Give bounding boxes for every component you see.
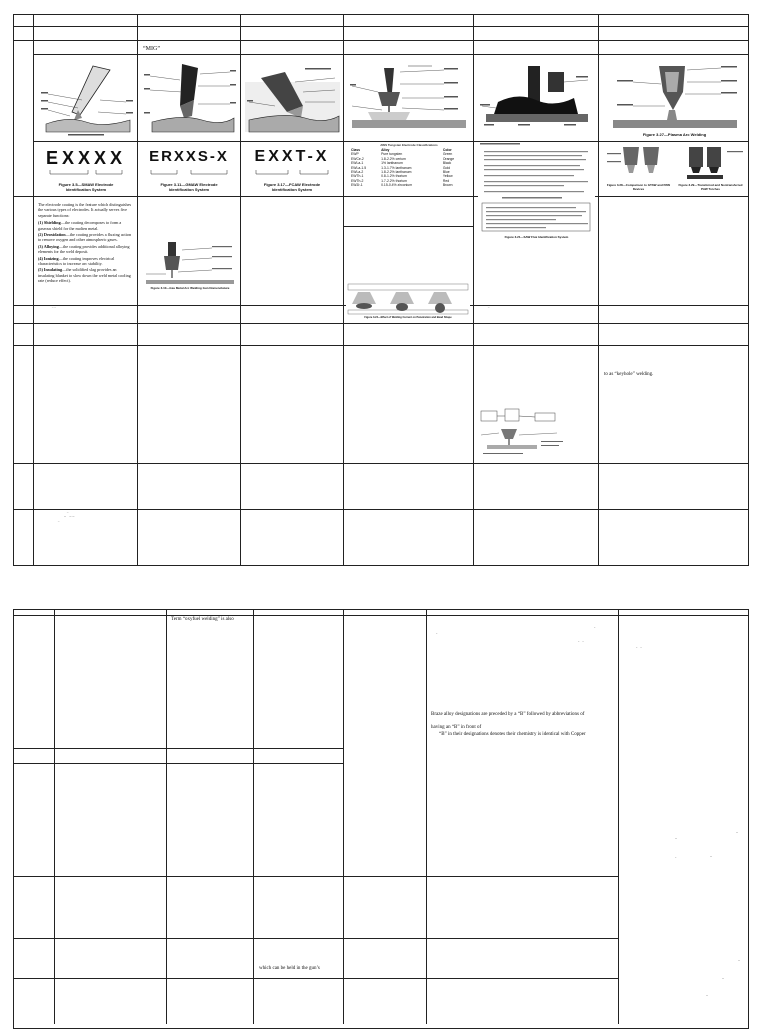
plasma-arc-figure — [603, 62, 746, 138]
stray-mark: ‾ — [58, 521, 60, 526]
tungsten-table-cell: 1% lanthanum — [381, 161, 403, 166]
upper-row-line — [33, 141, 749, 142]
tungsten-table-cell: EWCe-2 — [351, 156, 364, 161]
coating-function-term: (3) Alloying — [38, 243, 59, 249]
tungsten-table-cell: Yellow — [442, 174, 453, 179]
coating-function-item — [38, 232, 134, 243]
upper-col-line — [240, 14, 241, 566]
tungsten-table-cell: EWLa-1.5 — [351, 165, 367, 170]
upper-row-line — [13, 463, 749, 464]
tungsten-table-cell: 0.15-0.4% zirconium — [381, 183, 413, 188]
tungsten-table-cell: Brown — [442, 183, 453, 188]
coating-function-term: (5) Insulating — [38, 267, 63, 273]
braze-text-2: having an “B” in front of — [431, 725, 482, 730]
gmaw-gun-caption: Figure 3.10—Gas Metal Arc Welding Gun Nomenclature — [150, 286, 230, 290]
torch-caption-left: Figure 3.28—Comparison to GTAW and PAW Devices — [606, 183, 671, 191]
lower-col-line — [166, 609, 167, 1024]
lower-row-line — [13, 978, 618, 979]
gmaw-gun-figure — [142, 240, 238, 296]
tungsten-table-cell: Class — [351, 148, 361, 152]
upper-row-line — [13, 345, 749, 346]
keyhole-text: to as “keyhole” welding. — [604, 372, 654, 377]
tungsten-table-cell: 1.8-2.2% cerium — [381, 156, 406, 161]
saw-flux-id-figure — [478, 143, 595, 243]
stray-mark: _ ‾ _ _ — [64, 512, 75, 517]
plasma-caption: Figure 3.27—Plasma Arc Welding — [642, 132, 707, 137]
saw-process-figure — [478, 62, 595, 138]
smaw-process-figure — [38, 60, 134, 138]
gmaw-id-figure — [141, 144, 237, 194]
gun-text: which can be held in the gun’s — [259, 966, 320, 971]
penetration-caption: Figure 3.24—Effect of Welding Current on Penetration and Bead Shape — [364, 316, 452, 319]
lower-row-line — [13, 876, 618, 877]
lower-row-line — [13, 748, 343, 749]
fcaw-id-caption: Figure 3.17—FCAW Electrode Identification System — [263, 182, 321, 192]
coating-function-item — [38, 220, 134, 231]
tungsten-table-cell: Color — [442, 148, 452, 152]
smaw-id-figure — [38, 144, 134, 194]
plasma-torch-comparison-figure — [603, 143, 746, 195]
smaw-id-caption: Figure 3.5—SMAW Electrode Identification System — [58, 182, 114, 192]
gmaw-id-letters: ERXXS-X — [149, 148, 229, 165]
tungsten-table-cell: EWP — [351, 152, 359, 157]
tungsten-table-cell: 1.3-1.7% lanthanum — [381, 165, 412, 170]
coating-function-term: (4) Ionizing — [38, 255, 59, 261]
coating-function-item — [38, 267, 134, 283]
tungsten-table-cell: 1.8-2.2% lanthanum — [381, 170, 412, 175]
stray-mark: ˉ — [594, 626, 596, 631]
coating-function-term: (1) Shielding — [38, 220, 61, 226]
coating-function-text: —the coating improves electrical characteristics to increase arc stability. — [38, 255, 115, 267]
upper-col-line — [33, 14, 34, 566]
coating-function-term: (2) Deoxidation — [38, 232, 66, 238]
lower-row-line — [13, 938, 618, 939]
stray-mark: _ — [706, 991, 708, 996]
smaw-id-letters: EXXXX — [45, 148, 127, 168]
tungsten-table-cell: Red — [442, 178, 450, 183]
torch-caption-right: Figure 3.29—Transferred and Nontransferred PAW Torches — [678, 183, 743, 191]
lower-col-line — [54, 609, 55, 1024]
stray-mark: ˉ — [675, 856, 677, 861]
gmaw-id-caption: Figure 3.11—GMAW Electrode Identification System — [160, 182, 218, 192]
upper-row-line — [13, 26, 749, 27]
tungsten-table-body — [348, 148, 470, 188]
upper-row-line — [13, 323, 749, 324]
upper-row-line — [33, 54, 749, 55]
coating-intro: The electrode coating is the feature which distinguishes the various types of electrodes. It actually serves five separate functions: — [38, 202, 132, 218]
gmaw-process-figure — [142, 60, 237, 138]
fcaw-process-figure — [245, 62, 340, 138]
braze-text-1: Braze alloy designations are preceded by a “B” followed by abbreviations of — [431, 712, 585, 717]
upper-col-line — [598, 14, 599, 566]
coating-function-item — [38, 256, 134, 267]
tungsten-table-cell: EWTh-1 — [351, 174, 364, 179]
upper-col-line — [473, 14, 474, 566]
upper-row-line — [13, 509, 749, 510]
lower-row-line — [13, 615, 749, 616]
lower-col-line — [253, 609, 254, 1024]
tungsten-table-cell: 1.7-2.2% thorium — [381, 178, 407, 183]
gtaw-process-figure — [348, 62, 470, 138]
tungsten-table-title: AWS Tungsten Electrode Classifications — [380, 143, 438, 147]
oxyfuel-text: Term “oxyfuel welding” is also — [171, 617, 234, 622]
coating-function-text: —the coating decomposes to form a gaseous shield for the molten metal. — [38, 220, 122, 231]
lower-col-line — [426, 609, 427, 1024]
stray-mark: _ — [675, 834, 677, 839]
upper-row-line — [343, 226, 473, 227]
saw-flux-caption: Figure 3.21—SAW Flux Identification System — [504, 235, 569, 239]
coating-function-text: —the coating provides additional alloying elements for the weld deposit. — [38, 243, 130, 255]
stray-mark: ˉ ˉ — [578, 640, 584, 645]
stray-mark: ‾ ‾ — [52, 307, 56, 312]
tungsten-table-cell: EWLa-1 — [351, 161, 364, 166]
gtaw-setup-diagram — [477, 405, 569, 457]
tungsten-table-cell: 0.8-1.2% thorium — [381, 174, 407, 179]
upper-col-line — [343, 14, 344, 566]
stray-mark: _ — [736, 828, 738, 833]
lower-col-line — [343, 609, 344, 1024]
tungsten-table-cell: EWTh-2 — [351, 178, 364, 183]
upper-row-line — [13, 40, 749, 41]
coating-function-text: —the coating provides a fluxing action to remove oxygen and other atmospheric gases. — [38, 232, 132, 243]
stray-mark: ˉ ˉ — [636, 646, 642, 651]
lower-col-line — [618, 609, 619, 1024]
stray-mark: _ — [710, 852, 712, 857]
lower-row-line — [13, 763, 343, 764]
tungsten-table-cell: Blue — [442, 170, 450, 175]
tungsten-table-cell: Pure tungsten — [381, 152, 403, 157]
upper-row-line — [13, 196, 749, 197]
coating-function-item — [38, 244, 134, 255]
stray-mark: _ — [738, 956, 740, 961]
fcaw-id-figure — [244, 144, 340, 194]
coating-function-text: —the solidified slag provides an insulating blanket to slow down the weld metal cooling rate (reduce effect). — [38, 267, 131, 284]
tungsten-table-cell: Orange — [442, 156, 455, 161]
tungsten-table-row — [348, 183, 470, 187]
upper-col-line — [137, 14, 138, 566]
tungsten-table-cell: Green — [442, 152, 453, 157]
tungsten-table-cell: Alloy — [381, 148, 390, 152]
tungsten-table-cell: Gold — [442, 165, 451, 170]
tungsten-table-cell: EWLa-2 — [351, 170, 364, 175]
stray-mark: ‾ — [488, 307, 490, 312]
fcaw-id-letters: EXXT-X — [254, 148, 330, 165]
mig-label: “MIG” — [143, 46, 160, 52]
coating-functions-text — [38, 202, 134, 285]
braze-text-3: “B” in their designations denotes their chemistry is identical with Copper — [439, 732, 586, 737]
tungsten-table-cell: EWZr-1 — [351, 183, 363, 188]
stray-mark: ˉ — [436, 632, 438, 637]
penetration-comparison-figure — [346, 282, 470, 322]
tungsten-table-cell: Black — [442, 161, 452, 166]
stray-mark: _ — [722, 974, 724, 979]
coating-items — [38, 220, 134, 283]
tungsten-classification-table — [348, 143, 470, 195]
lower-table — [13, 609, 749, 1029]
